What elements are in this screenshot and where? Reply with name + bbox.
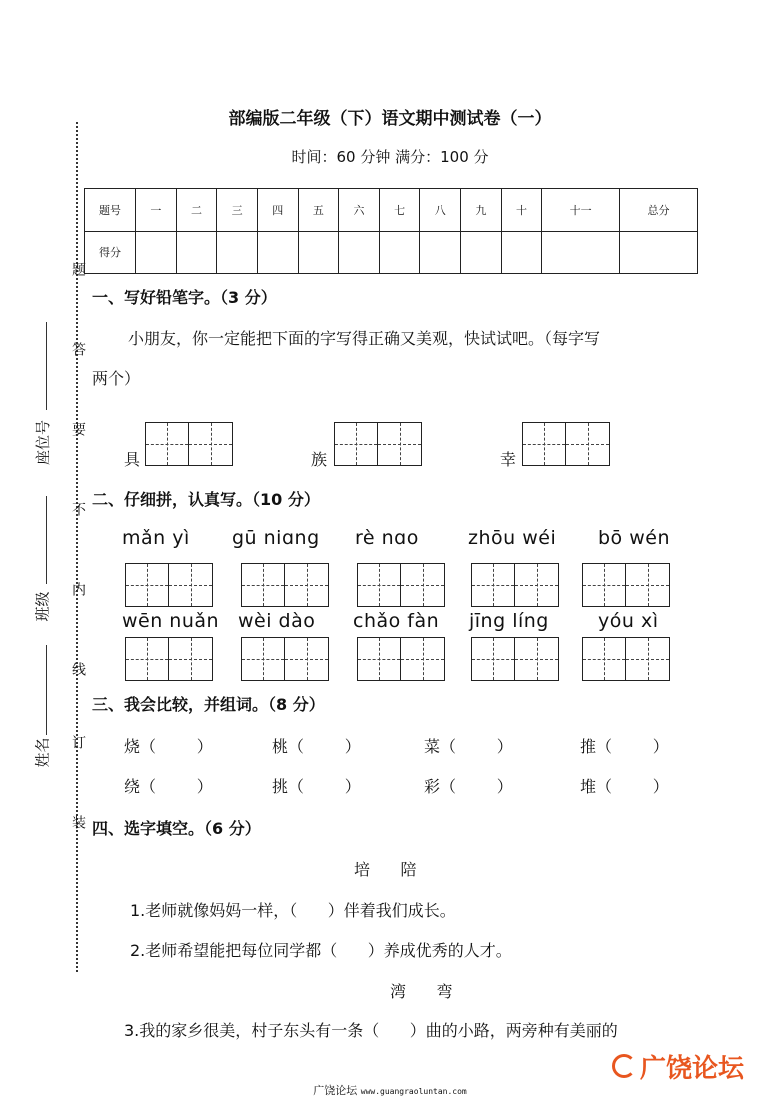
pinyin-label: mǎn yì [122,527,190,549]
pinyin-label: rè nɑo [355,527,419,549]
writing-grid[interactable] [241,637,329,681]
binding-char: 题 [70,262,86,276]
table-cell: 六 [339,189,380,232]
writing-grid[interactable] [125,637,213,681]
seat-number-label: 座位号 [34,419,53,466]
score-input-cell[interactable] [461,231,502,274]
table-cell: 一 [136,189,177,232]
binding-char: 要 [70,422,86,436]
binding-char: 内 [70,582,86,596]
instruction-text: 两个） [92,369,141,388]
section-heading: 一、写好铅笔字。（3 分） [92,288,277,307]
table-cell: 五 [298,189,339,232]
fill-blank-question[interactable]: 3.我的家乡很美，村子东头有一条（ ）曲的小路，两旁种有美丽的 [124,1021,618,1040]
writing-grid[interactable] [145,422,233,466]
writing-grid[interactable] [471,563,559,607]
char-choice-pair: 湾 弯 [390,982,453,1001]
score-input-cell[interactable] [501,231,542,274]
score-input-cell[interactable] [339,231,380,274]
score-input-cell[interactable] [136,231,177,274]
table-cell: 四 [257,189,298,232]
table-cell: 十 [501,189,542,232]
writing-grid[interactable] [357,637,445,681]
pinyin-label: chǎo fàn [353,610,440,632]
site-url: www.guangraoluntan.com [360,1087,467,1096]
score-table [84,188,698,274]
score-input-cell[interactable] [542,231,620,274]
table-cell: 二 [176,189,217,232]
table-cell: 十一 [542,189,620,232]
site-logo: 广饶论坛 [640,1054,745,1084]
table-cell: 题号 [85,189,136,232]
score-input-cell[interactable] [176,231,217,274]
table-row [85,231,698,274]
name-label: 姓名 [33,737,52,768]
writing-grid[interactable] [471,637,559,681]
seat-number-line [46,322,47,410]
compare-item[interactable]: 彩（ ） [424,777,513,796]
score-input-cell[interactable] [379,231,420,274]
pinyin-label: yóu xì [598,610,659,632]
compare-item[interactable]: 堆（ ） [580,777,669,796]
compare-item[interactable]: 绕（ ） [124,777,213,796]
table-row [85,189,698,232]
instruction-text: 小朋友，你一定能把下面的字写得正确又美观，快试试吧。（每字写 [128,329,601,348]
score-input-cell[interactable] [298,231,339,274]
pinyin-label: gū niɑng [232,527,320,549]
fill-blank-question[interactable]: 1.老师就像妈妈一样，（ ）伴着我们成长。 [130,901,456,920]
site-name: 广饶论坛 [313,1084,358,1097]
writing-grid[interactable] [582,563,670,607]
exam-info: 时间：60 分钟 满分：100 分 [291,148,489,166]
compare-item[interactable]: 推（ ） [580,737,669,756]
compare-item[interactable]: 挑（ ） [272,777,361,796]
binding-dotted-line [76,122,78,972]
table-cell: 三 [217,189,258,232]
name-line [46,645,47,735]
table-cell: 八 [420,189,461,232]
binding-char: 不 [70,502,86,516]
section-heading: 四、选字填空。（6 分） [92,819,261,838]
compare-item[interactable]: 菜（ ） [424,737,513,756]
binding-char: 线 [70,662,86,676]
binding-char: 订 [70,735,86,749]
compare-item[interactable]: 桃（ ） [272,737,361,756]
table-cell: 七 [379,189,420,232]
binding-char: 答 [70,342,86,356]
writing-grid[interactable] [582,637,670,681]
score-input-cell[interactable] [620,231,698,274]
page-title: 部编版二年级（下）语文期中测试卷（一） [228,109,552,129]
practice-char: 幸 [500,450,517,469]
section-heading: 三、我会比较，并组词。（8 分） [92,695,325,714]
pinyin-label: wèi dào [238,610,316,632]
compare-item[interactable]: 烧（ ） [124,737,213,756]
practice-char: 具 [124,450,141,469]
writing-grid[interactable] [125,563,213,607]
score-input-cell[interactable] [420,231,461,274]
char-choice-pair: 培 陪 [354,860,417,879]
writing-grid[interactable] [522,422,610,466]
logo-icon [612,1054,636,1078]
writing-grid[interactable] [357,563,445,607]
pinyin-label: zhōu wéi [468,527,557,549]
pinyin-label: bō wén [598,527,670,549]
table-cell: 九 [461,189,502,232]
pinyin-label: wēn nuǎn [122,610,220,632]
class-line [46,496,47,584]
writing-grid[interactable] [241,563,329,607]
practice-char: 族 [311,450,328,469]
score-input-cell[interactable] [257,231,298,274]
pinyin-label: jīng líng [469,610,549,632]
table-cell: 得分 [85,231,136,274]
score-input-cell[interactable] [217,231,258,274]
writing-grid[interactable] [334,422,422,466]
binding-char: 装 [70,815,86,829]
class-label: 班级 [33,591,52,622]
table-cell: 总分 [620,189,698,232]
fill-blank-question[interactable]: 2.老师希望能把每位同学都（ ）养成优秀的人才。 [130,941,512,960]
section-heading: 二、仔细拼，认真写。（10 分） [92,490,320,509]
